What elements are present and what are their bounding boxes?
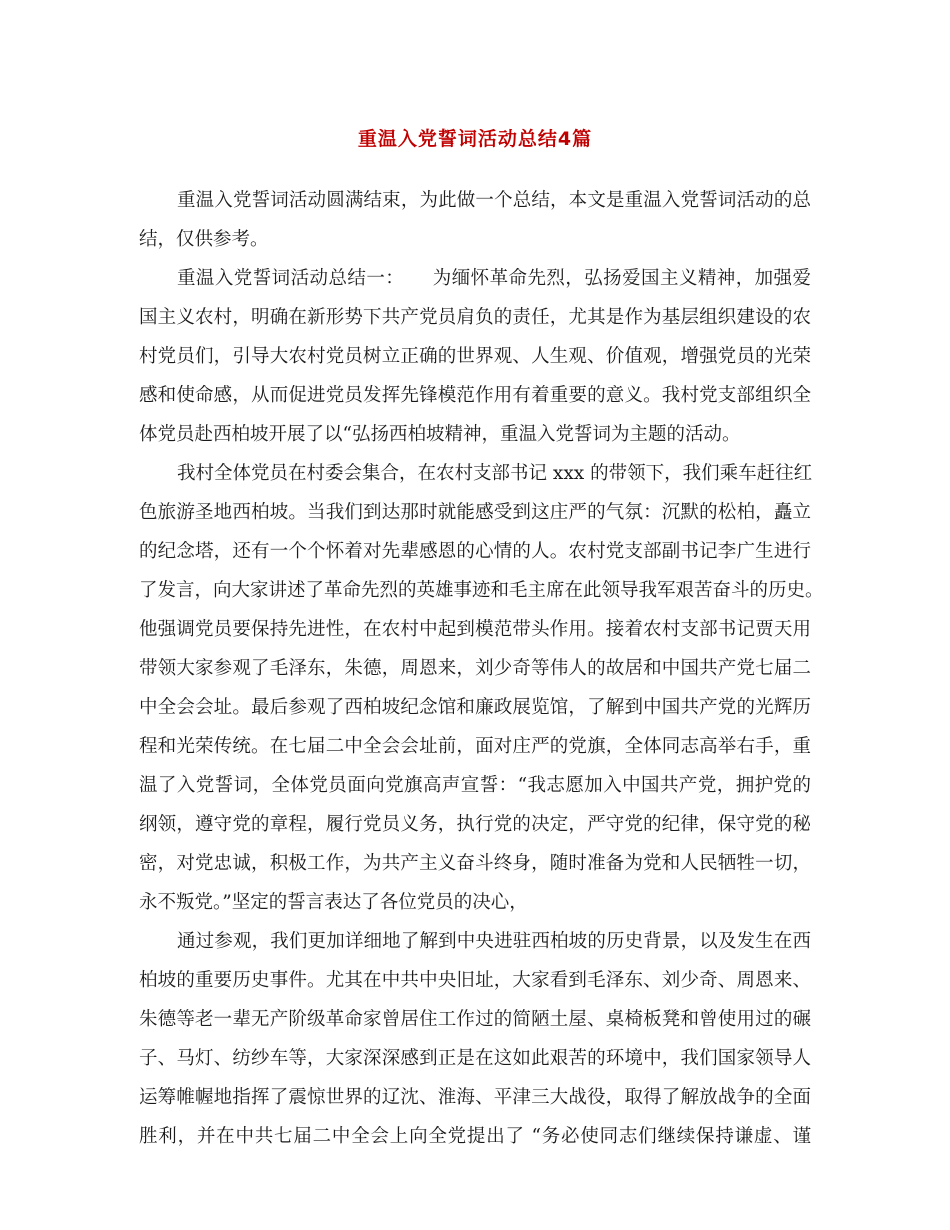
- text-line: 永不叛党。”坚定的誓言表达了各位党员的决心，: [139, 892, 528, 913]
- text-line: 村党员们，引导大农村党员树立正确的世界观、人生观、价值观，增强党员的光荣: [139, 346, 811, 367]
- text-line: 带领大家参观了毛泽东，朱德，周恩来，刘少奇等伟人的故居和中国共产党七届二: [139, 658, 811, 679]
- text-line: 色旅游圣地西柏坡。当我们到达那时就能感受到这庄严的气氛：沉默的松柏，矗立: [139, 502, 811, 523]
- text-line: 重温入党誓词活动圆满结束，为此做一个总结，本文是重温入党誓词活动的总: [177, 190, 811, 211]
- text-line: 他强调党员要保持先进性，在农村中起到模范带头作用。接着农村支部书记贾天用: [139, 619, 811, 640]
- text-line: 结，仅供参考。: [139, 229, 269, 250]
- text-line: 密，对党忠诚，积极工作，为共产主义奋斗终身，随时准备为党和人民牺牲一切，: [139, 853, 811, 874]
- text-line: 我村全体党员在村委会集合，在农村支部书记 xxx 的带领下，我们乘车赶往红: [177, 463, 813, 484]
- text-line: 子、马灯、纺纱车等，大家深深感到正是在这如此艰苦的环境中，我们国家领导人: [139, 1048, 811, 1069]
- text-line: 感和使命感，从而促进党员发挥先锋模范作用有着重要的意义。我村党支部组织全: [139, 385, 811, 406]
- text-line: 运筹帷幄地指挥了震惊世界的辽沈、淮海、平津三大战役，取得了解放战争的全面: [139, 1087, 811, 1108]
- document-title: 重温入党誓词活动总结4篇: [357, 128, 593, 150]
- text-line: 程和光荣传统。在七届二中全会会址前，面对庄严的党旗，全体同志高举右手，重: [139, 736, 811, 757]
- text-line: 体党员赴西柏坡开展了以“弘扬西柏坡精神，重温入党誓词为主题的活动。: [139, 424, 741, 445]
- text-line: 通过参观，我们更加详细地了解到中央进驻西柏坡的历史背景，以及发生在西: [177, 931, 811, 952]
- text-line: 的纪念塔，还有一个个怀着对先辈感恩的心情的人。农村党支部副书记李广生进行: [139, 541, 811, 562]
- text-line: 柏坡的重要历史事件。尤其在中共中央旧址，大家看到毛泽东、刘少奇、周恩来、: [139, 970, 811, 991]
- text-line: 朱德等老一辈无产阶级革命家曾居住工作过的简陋土屋、桌椅板凳和曾使用过的碾: [139, 1009, 811, 1030]
- text-line: 温了入党誓词，全体党员面向党旗高声宣誓：“我志愿加入中国共产党，拥护党的: [139, 775, 811, 796]
- text-line: 重温入党誓词活动总结一： 为缅怀革命先烈，弘扬爱国主义精神，加强爱: [177, 268, 811, 289]
- text-line: 胜利，并在中共七届二中全会上向全党提出了 “务必使同志们继续保持谦虚、谨: [139, 1126, 811, 1147]
- text-line: 纲领，遵守党的章程，履行党员义务，执行党的决定，严守党的纪律，保守党的秘: [139, 814, 811, 835]
- text-line: 国主义农村，明确在新形势下共产党员肩负的责任，尤其是作为基层组织建设的农: [139, 307, 811, 328]
- text-line: 了发言，向大家讲述了革命先烈的英雄事迹和毛主席在此领导我军艰苦奋斗的历史。: [139, 580, 824, 601]
- text-line: 中全会会址。最后参观了西柏坡纪念馆和廉政展览馆，了解到中国共产党的光辉历: [139, 697, 811, 718]
